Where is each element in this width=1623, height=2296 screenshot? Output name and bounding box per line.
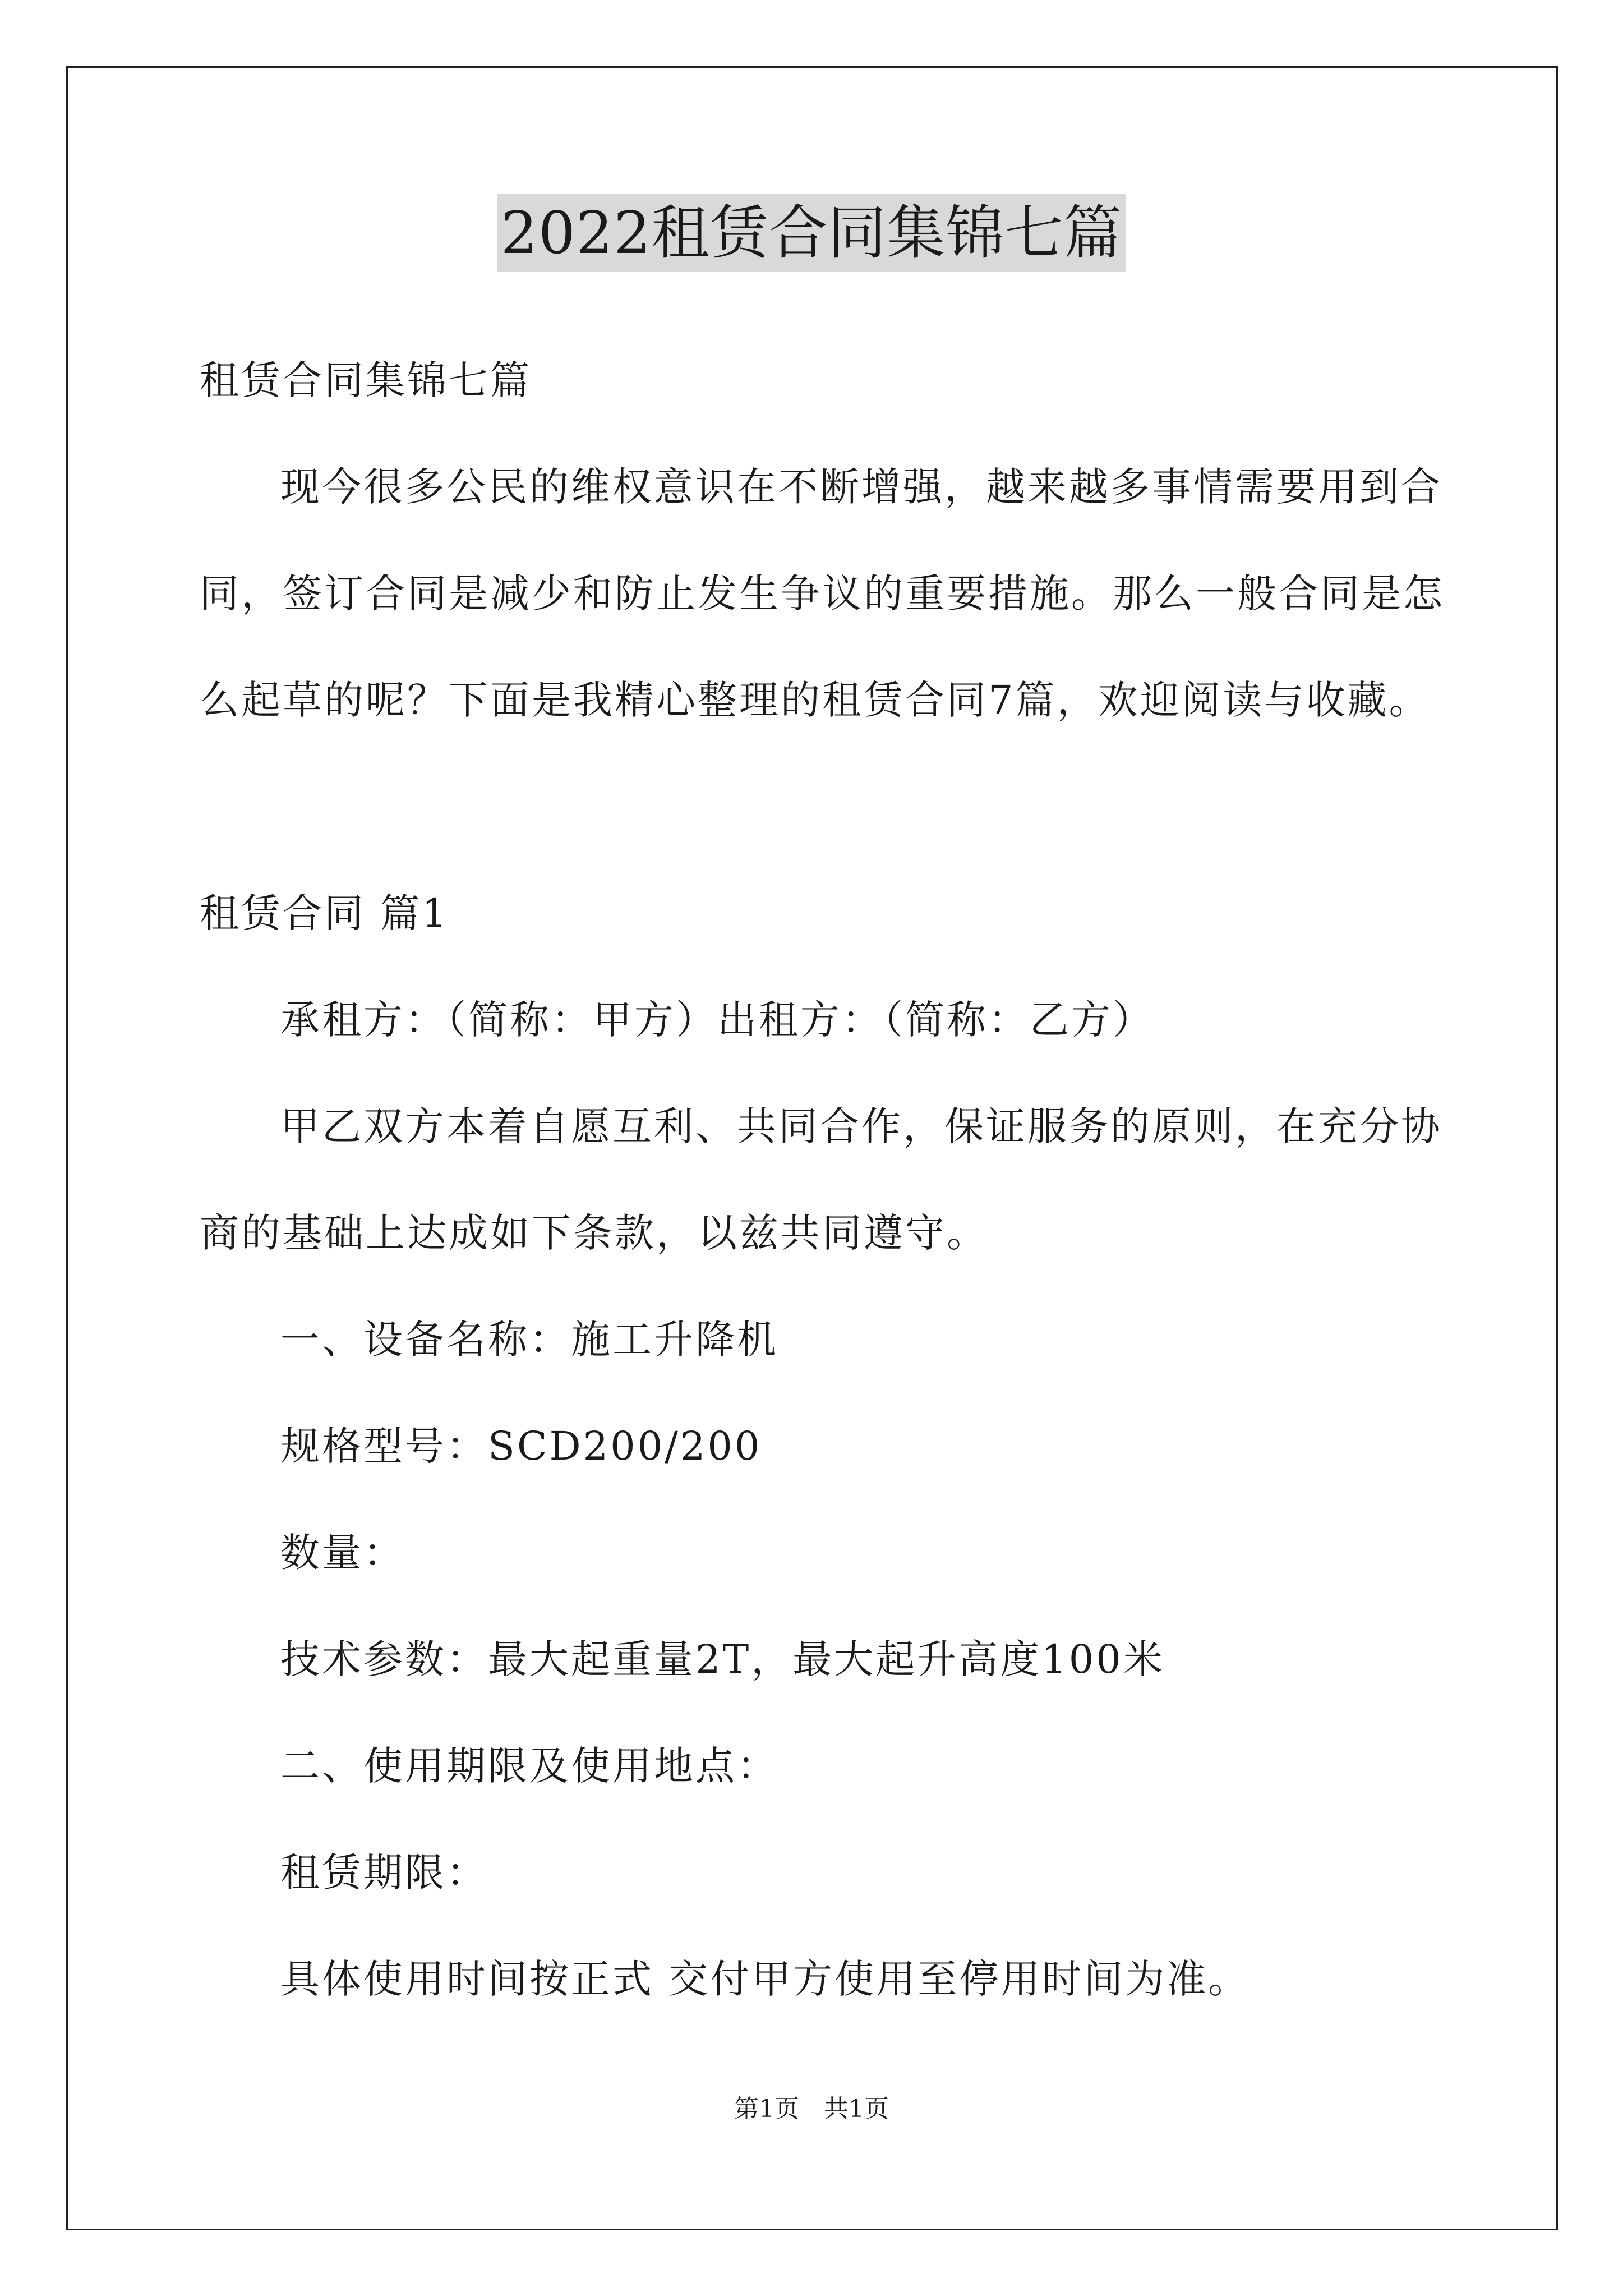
- item-quantity: 数量：: [280, 1530, 405, 1576]
- document-title: 2022租赁合同集锦七篇: [497, 194, 1126, 272]
- intro-line-1: 现今很多公民的维权意识在不断增强，越来越多事情需要用到合: [280, 464, 1442, 510]
- page-footer: 第1页 共1页: [734, 2095, 889, 2123]
- title-container: [0, 194, 1623, 272]
- item-equipment-name: 一、设备名称：施工升降机: [280, 1317, 778, 1363]
- item-usage-period: 二、使用期限及使用地点：: [280, 1743, 778, 1789]
- intro-line-2: 同，签订合同是减少和防止发生争议的重要措施。那么一般合同是怎: [200, 570, 1445, 616]
- item-model: 规格型号：SCD200/200: [280, 1423, 762, 1469]
- principle-line-2: 商的基础上达成如下条款，以兹共同遵守。: [200, 1210, 988, 1256]
- intro-line-3: 么起草的呢？下面是我精心整理的租赁合同7篇，欢迎阅读与收藏。: [200, 677, 1431, 723]
- document-subtitle: 租赁合同集锦七篇: [200, 357, 532, 403]
- item-usage-time: 具体使用时间按正式 交付甲方使用至停用时间为准。: [280, 1956, 1250, 2002]
- section-heading: 租赁合同 篇1: [200, 890, 449, 936]
- item-tech-params: 技术参数：最大起重量2T，最大起升高度100米: [280, 1636, 1165, 1682]
- parties-line: 承租方：（简称：甲方）出租方：（简称：乙方）: [280, 997, 1154, 1043]
- item-lease-term: 租赁期限：: [280, 1849, 488, 1895]
- principle-line-1: 甲乙双方本着自愿互利、共同合作，保证服务的原则，在充分协: [280, 1103, 1442, 1149]
